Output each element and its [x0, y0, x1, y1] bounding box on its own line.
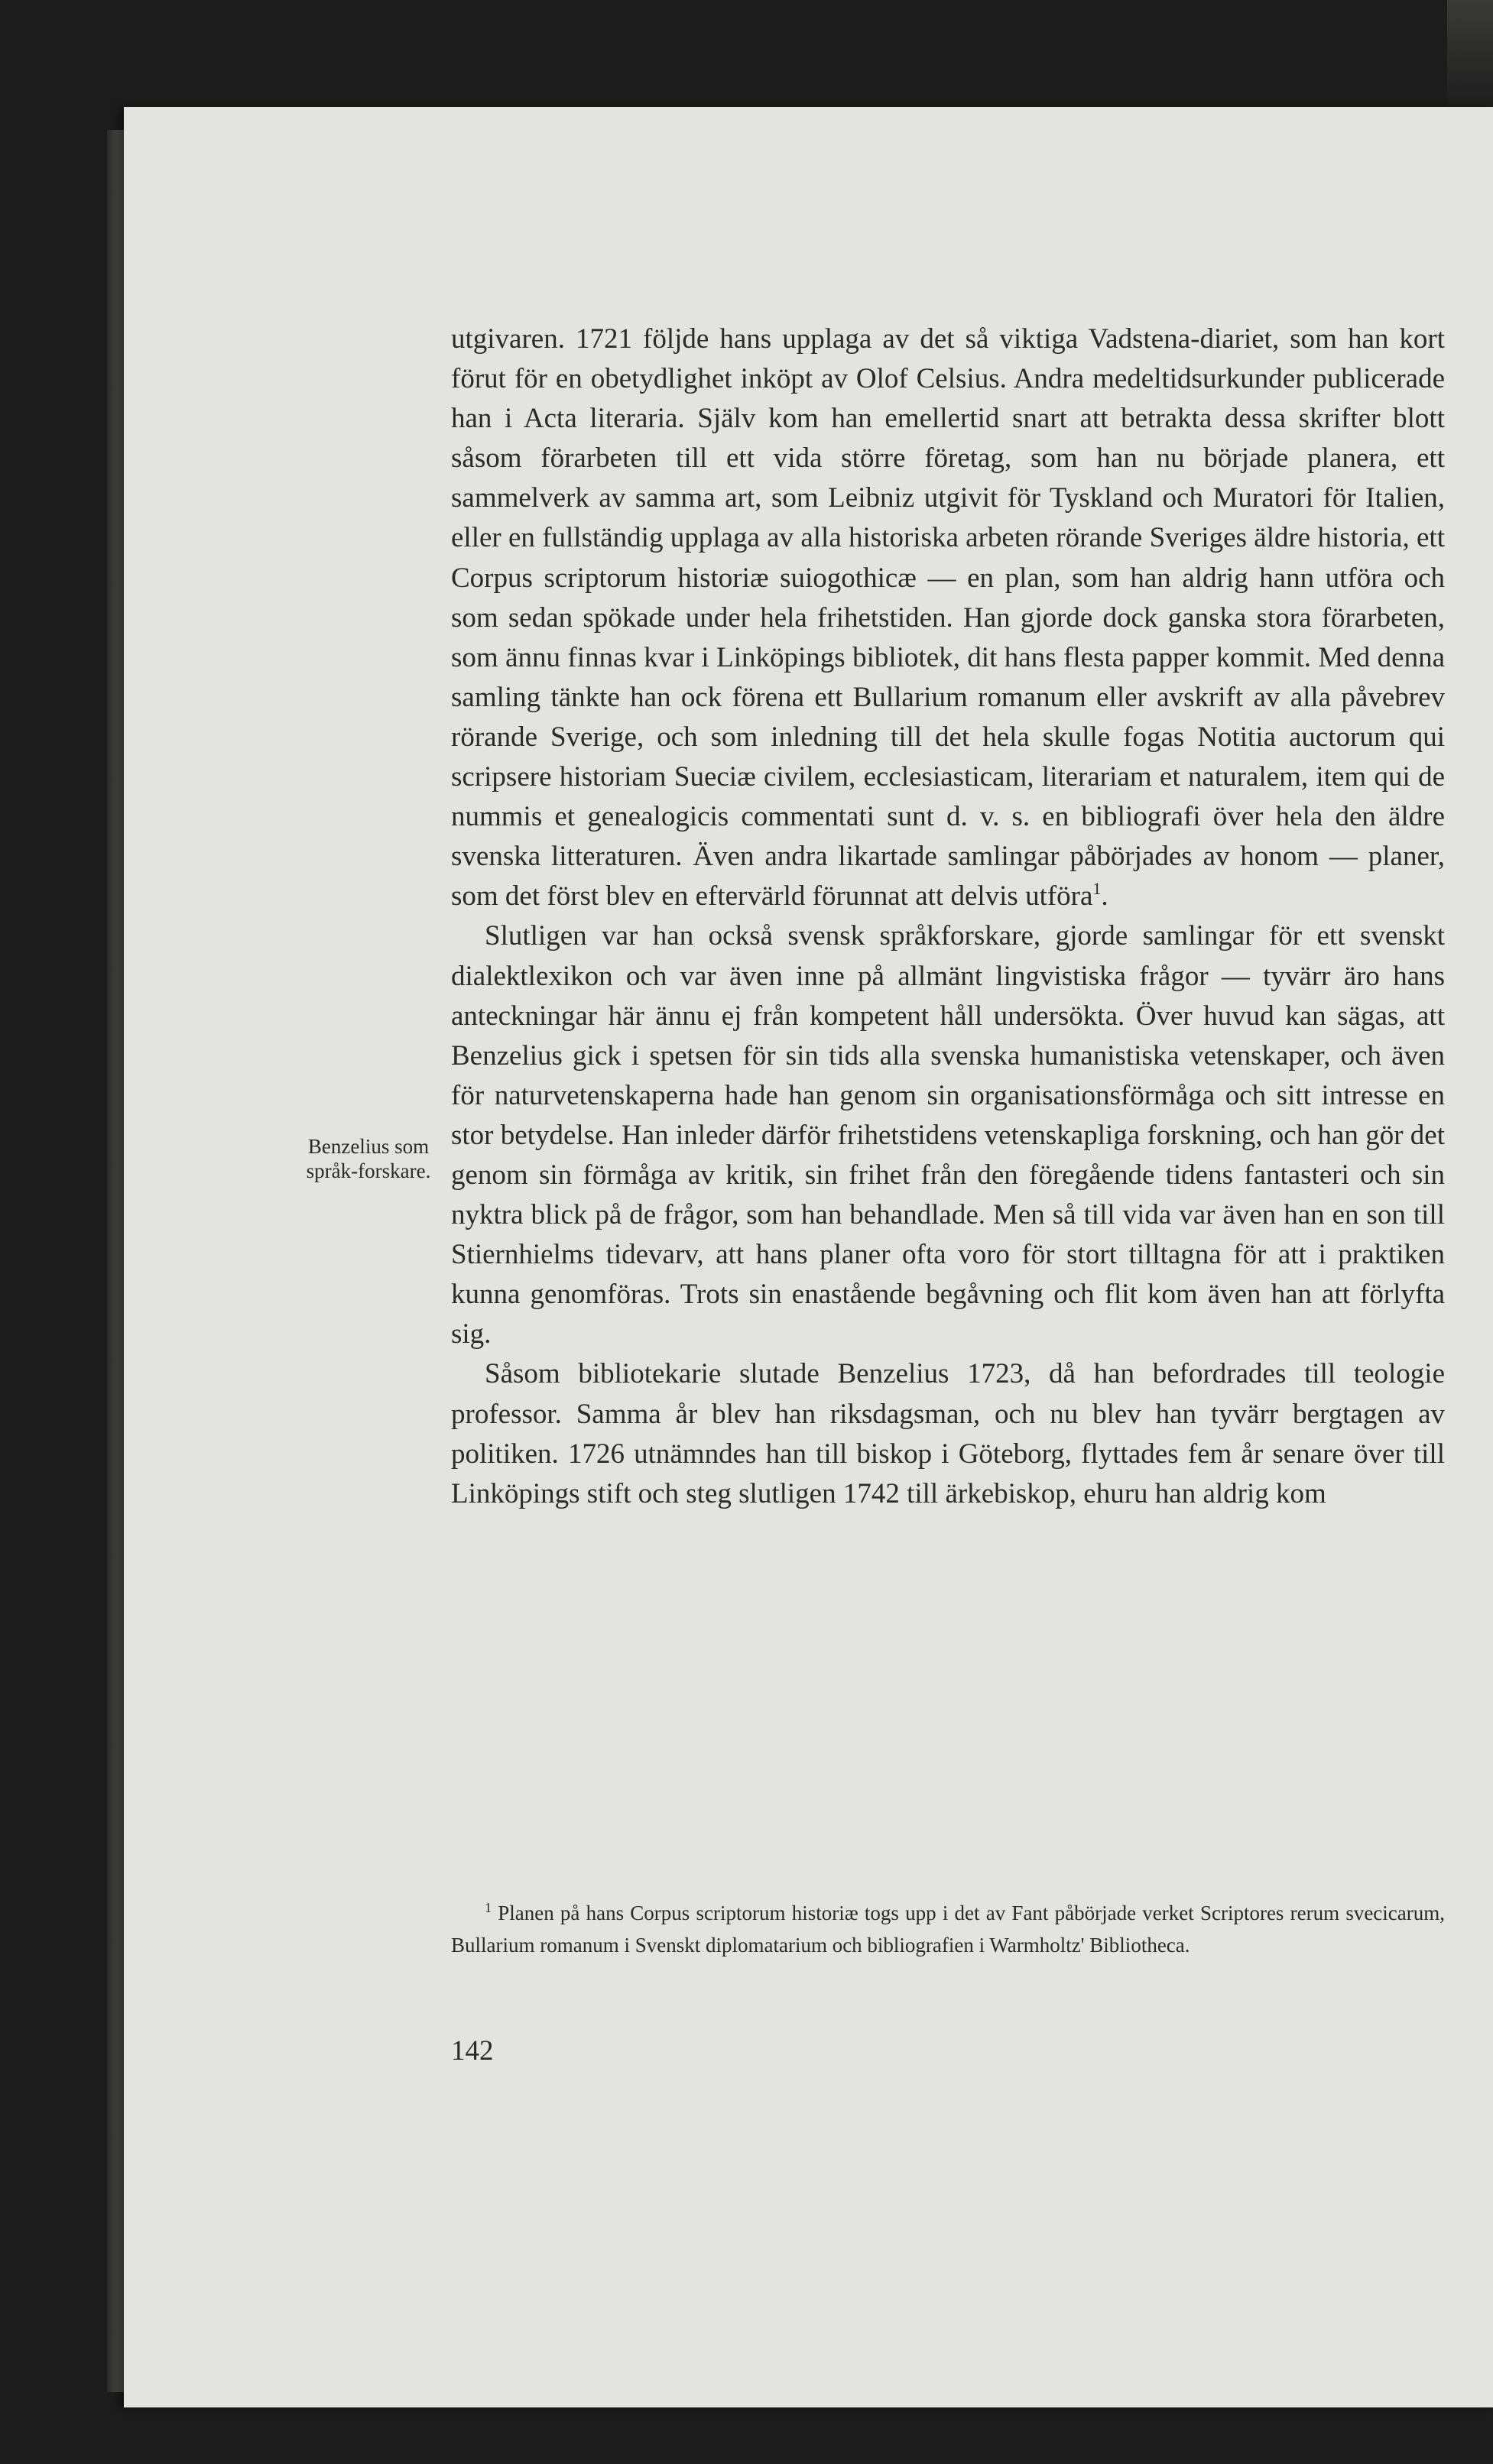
body-text [451, 319, 1445, 1514]
footnote-reference: 1 [1092, 879, 1102, 899]
paragraph-1-text: utgivaren. 1721 följde hans upplaga av det så viktiga Vadstena-diariet, som han kort förut för en obetydlighet inköpt av Olof Celsius. Andra medeltidsurkunder publicerade han i Acta literaria. Själv kom han emellertid snart att betrakta dessa skrifter blott såsom förarbeten till ett vida större företag, som han nu började planera, ett sammelverk av samma art, som Leibniz utgivit för Tyskland och Muratori för Italien, eller en fullständig upplaga av alla historiska arbeten rörande Sveriges äldre historia, ett Corpus scriptorum historiæ suiogothicæ — en plan, som han aldrig hann utföra och som sedan spökade under hela frihetstiden. Han gjorde dock ganska stora förarbeten, som ännu finnas kvar i Linköpings bibliotek, dit hans flesta papper kommit. Med denna samling tänkte han ock förena ett Bullarium romanum eller avskrift av alla påvebrev rörande Sverige, och som inledning till det hela skulle fogas Notitia auctorum qui scripsere historiam Sueciæ civilem, ecclesiasticam, literariam et naturalem, item qui de nummis et genealogicis commentati sunt d. v. s. en bibliografi över hela den äldre svenska litteraturen. Även andra likartade samlingar påbörjades av honom — planer, som det först blev en eftervärld förunnat att delvis utföra [451, 323, 1445, 913]
footnote [451, 1897, 1445, 1961]
paragraph-2: Slutligen var han också svensk språkforskare, gjorde samlingar för ett svenskt dialektlexikon och var även inne på allmänt lingvistiska frågor — tyvärr äro hans anteckningar här ännu ej från kompetent håll undersökta. Över huvud kan sägas, att Benzelius gick i spetsen för sin tids alla svenska humanistiska vetenskaper, och även för naturvetenskaperna hade han genom sin organisationsförmåga och sitt intresse en stor betydelse. Han inleder därför frihetstidens vetenskapliga forskning, och han gör det genom sin förmåga av kritik, sin frihet från den föregående tidens fantasteri och sin nyktra blick på de frågor, som han behandlade. Men så till vida var även han en son till Stiernhielms tidevarv, att hans planer ofta voro för stort tilltagna för att i praktiken kunna genomföras. Trots sin enastående begåvning och flit kom även han att förlyfta sig. [451, 920, 1445, 1350]
scan-corner [1447, 0, 1493, 115]
margin-note [300, 1134, 437, 1183]
paragraph-3: Såsom bibliotekarie slutade Benzelius 1723, då han befordrades till teologie professor. Samma år blev han riksdagsman, och nu blev han tyvärr bergtagen av politiken. 1726 utnämndes han till biskop i Göteborg, flyttades fem år senare över till Linköpings stift och steg slutligen 1742 till ärkebiskop, ehuru han aldrig kom [451, 1358, 1445, 1509]
margin-note-text: Benzelius som språk-forskare. [306, 1135, 431, 1182]
footnote-marker: 1 [485, 1900, 492, 1915]
paragraph-1: utgivaren. 1721 följde hans upplaga av det så viktiga Vadstena-diariet, som han kort förut för en obetydlighet inköpt av Olof Celsius. Andra medeltidsurkunder publicerade han i Acta literaria. Själv kom han emellertid snart att betrakta dessa skrifter blott såsom förarbeten till ett vida större företag, som han nu började planera, ett sammelverk av samma art, som Leibniz utgivit för Tyskland och Muratori för Italien, eller en fullständig upplaga av alla historiska arbeten rörande Sveriges äldre historia, ett Corpus scriptorum historiæ suiogothicæ — en plan, som han aldrig hann utföra och som sedan spökade under hela frihetstiden. Han gjorde dock ganska stora förarbeten, som ännu finnas kvar i Linköpings bibliotek, dit hans flesta papper kommit. Med denna samling tänkte han ock förena ett Bullarium romanum eller avskrift av alla påvebrev rörande Sverige, och som inledning till det hela skulle fogas Notitia auctorum qui scripsere historiam Sueciæ civilem, ecclesiasticam, literariam et naturalem, item qui de nummis et genealogicis commentati sunt d. v. s. en bibliografi över hela den äldre svenska litteraturen. Även andra likartade samlingar påbörjades av honom — planer, som det först blev en eftervärld förunnat att delvis utföra$^1$. [451, 323, 1445, 913]
page-number: 142 [451, 2035, 494, 2067]
footnote-text: Planen på hans Corpus scriptorum historiæ togs upp i det av Fant påbörjade verket Scriptores rerum svecicarum, Bullarium romanum i Svenskt diplomatarium och bibliografien i Warmholtz' Bibliotheca. [451, 1901, 1446, 1957]
